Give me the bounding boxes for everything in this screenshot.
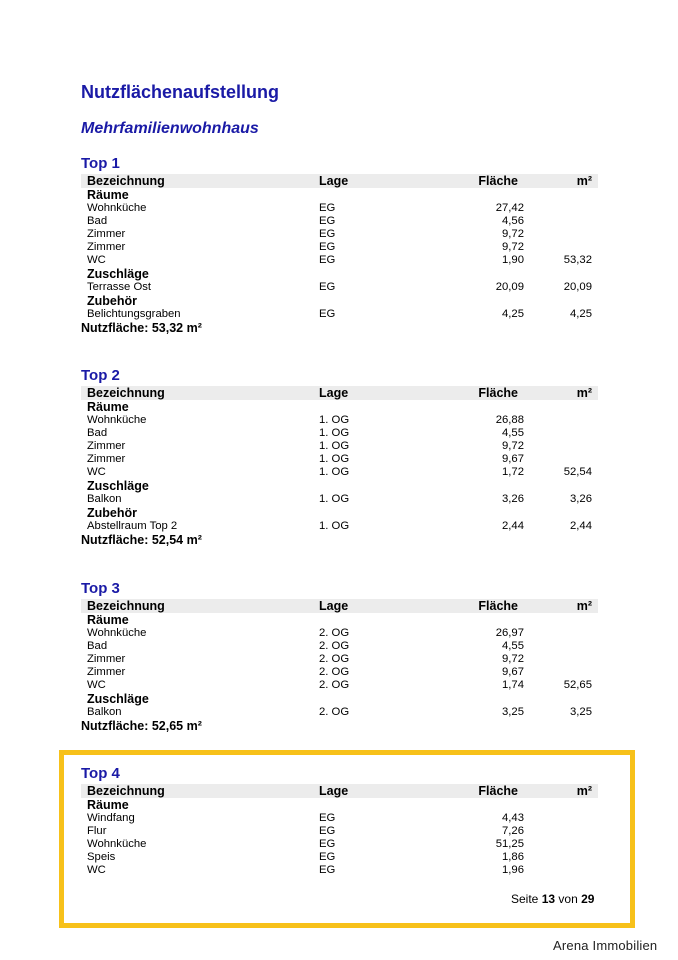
- category-zubehoer: Zubehör: [87, 506, 137, 520]
- page-number: Seite 13 von 29: [511, 892, 595, 906]
- header-lage: Lage: [319, 386, 349, 400]
- header-flaeche: Fläche: [478, 784, 518, 798]
- table-header: [81, 784, 598, 798]
- section-total: Nutzfläche: 52,65 m²: [81, 719, 202, 733]
- table-row: Wohnküche EG 51,25: [87, 838, 524, 850]
- header-bezeichnung: Bezeichnung: [87, 784, 165, 798]
- table-row: Zimmer 1. OG 9,72: [87, 440, 524, 452]
- header-m2: m²: [576, 386, 592, 400]
- header-m2: m²: [576, 599, 592, 613]
- table-row: WC 1. OG 1,72 52,54: [87, 466, 592, 478]
- category-zuschlaege: Zuschläge: [87, 692, 149, 706]
- table-row: Zimmer 2. OG 9,67: [87, 666, 524, 678]
- section-title: Top 4: [81, 765, 120, 782]
- page-subtitle: Mehrfamilienwohnhaus: [81, 120, 259, 137]
- table-header: [81, 386, 598, 400]
- table-row: Wohnküche 2. OG 26,97: [87, 627, 524, 639]
- header-bezeichnung: Bezeichnung: [87, 599, 165, 613]
- table-row: WC EG 1,90 53,32: [87, 254, 592, 266]
- table-row: Abstellraum Top 2 1. OG 2,44 2,44: [87, 520, 592, 532]
- section-top-2: [81, 366, 598, 548]
- table-row: Bad 1. OG 4,55: [87, 427, 524, 439]
- category-raeume: Räume: [87, 400, 129, 414]
- header-lage: Lage: [319, 174, 349, 188]
- table-header: [81, 599, 598, 613]
- table-row: Zimmer 1. OG 9,67: [87, 453, 524, 465]
- table-header: [81, 174, 598, 188]
- table-row: Windfang EG 4,43: [87, 812, 524, 824]
- footer-brand: Arena Immobilien: [553, 938, 658, 953]
- table-row: Wohnküche EG 27,42: [87, 202, 524, 214]
- section-title: Top 2: [81, 367, 120, 384]
- header-flaeche: Fläche: [478, 386, 518, 400]
- table-row: Flur EG 7,26: [87, 825, 524, 837]
- table-row: Bad 2. OG 4,55: [87, 640, 524, 652]
- header-lage: Lage: [319, 599, 349, 613]
- table-row: Balkon 2. OG 3,25 3,25: [87, 706, 592, 718]
- table-row: Wohnküche 1. OG 26,88: [87, 414, 524, 426]
- category-zubehoer: Zubehör: [87, 294, 137, 308]
- header-bezeichnung: Bezeichnung: [87, 386, 165, 400]
- section-total: Nutzfläche: 52,54 m²: [81, 533, 202, 547]
- table-row: Bad EG 4,56: [87, 215, 524, 227]
- header-flaeche: Fläche: [478, 599, 518, 613]
- header-m2: m²: [576, 174, 592, 188]
- section-top-3: [81, 579, 598, 734]
- section-total: Nutzfläche: 53,32 m²: [81, 321, 202, 335]
- table-row: WC 2. OG 1,74 52,65: [87, 679, 592, 691]
- table-row: WC EG 1,96: [87, 864, 524, 876]
- category-raeume: Räume: [87, 188, 129, 202]
- table-row: Terrasse Ost EG 20,09 20,09: [87, 281, 592, 293]
- table-row: Zimmer 2. OG 9,72: [87, 653, 524, 665]
- section-title: Top 1: [81, 155, 120, 172]
- header-flaeche: Fläche: [478, 174, 518, 188]
- header-bezeichnung: Bezeichnung: [87, 174, 165, 188]
- table-row: Belichtungsgraben EG 4,25 4,25: [87, 308, 592, 320]
- header-lage: Lage: [319, 784, 349, 798]
- header-m2: m²: [576, 784, 592, 798]
- page-title: Nutzflächenaufstellung: [81, 82, 280, 102]
- table-row: Speis EG 1,86: [87, 851, 524, 863]
- table-row: Balkon 1. OG 3,26 3,26: [87, 493, 592, 505]
- category-raeume: Räume: [87, 613, 129, 627]
- section-top-4: [81, 764, 598, 877]
- table-row: Zimmer EG 9,72: [87, 228, 524, 240]
- table-row: Zimmer EG 9,72: [87, 241, 524, 253]
- section-top-1: [81, 154, 598, 336]
- category-zuschlaege: Zuschläge: [87, 267, 149, 281]
- category-zuschlaege: Zuschläge: [87, 479, 149, 493]
- category-raeume: Räume: [87, 798, 129, 812]
- section-title: Top 3: [81, 580, 120, 597]
